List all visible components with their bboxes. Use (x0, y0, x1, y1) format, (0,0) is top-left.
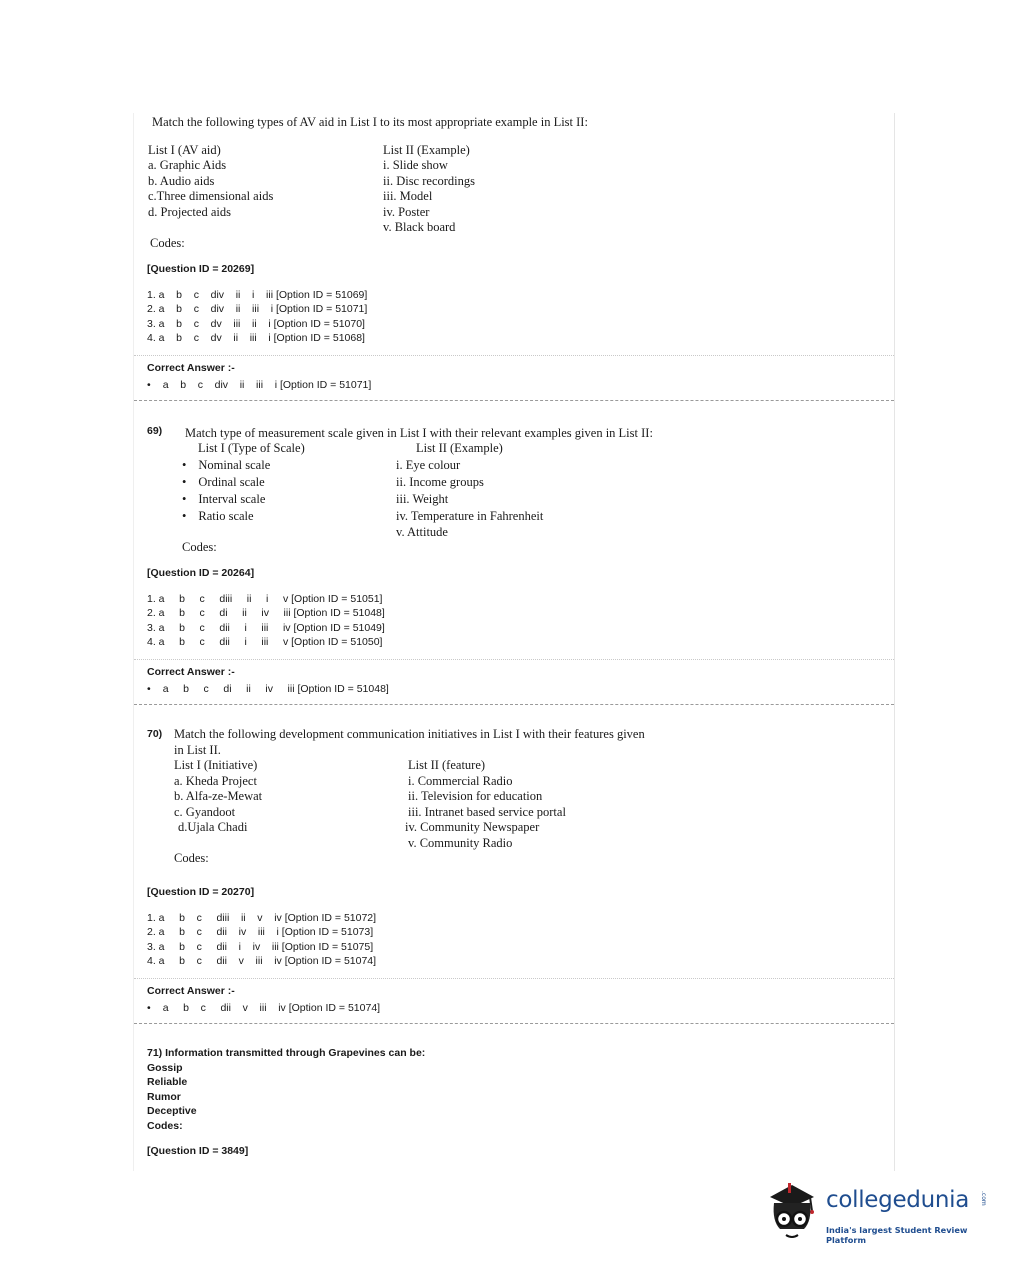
q68-list2-item: iii. Model (383, 189, 433, 203)
q71-question-id: [Question ID = 3849] (147, 1145, 249, 1157)
q70-correct-answer: • a b c dii v iii iv [Option ID = 51074] (147, 1002, 380, 1014)
brand-tagline: India's largest Student Review Platform (826, 1225, 968, 1245)
q70-correct-label: Correct Answer :- (147, 985, 235, 997)
q68-list1-header: List I (AV aid) (148, 143, 221, 157)
q70-list2-item: v. Community Radio (408, 836, 513, 850)
question-separator (134, 1023, 894, 1024)
q69-list1-item: • Interval scale (182, 492, 265, 507)
q71-codes: Codes: (147, 1120, 183, 1132)
q70-list1-item: a. Kheda Project (174, 774, 257, 788)
q69-correct-label: Correct Answer :- (147, 666, 235, 678)
q70-list1-item: c. Gyandoot (174, 805, 236, 819)
q70-stem: Match the following development communication initiatives in List I with their features given (174, 727, 645, 741)
question-separator (134, 704, 894, 705)
q68-option: 1. a b c div ii i iii [Option ID = 51069] (147, 289, 368, 301)
q69-option: 2. a b c di ii iv iii [Option ID = 51048] (147, 607, 385, 619)
q69-list2-item: iv. Temperature in Fahrenheit (396, 509, 544, 523)
q68-list2-item: v. Black board (383, 220, 456, 234)
q69-list1-item: • Ordinal scale (182, 475, 265, 490)
q70-list2-item: iii. Intranet based service portal (408, 805, 566, 819)
q68-list2-item: ii. Disc recordings (383, 174, 475, 188)
q71-item: Deceptive (147, 1105, 197, 1117)
q69-stem: Match type of measurement scale given in List I with their relevant examples given in List II: (185, 426, 653, 440)
q71-item: Gossip (147, 1062, 183, 1074)
q69-list2-header: List II (Example) (416, 441, 503, 455)
q69-question-id: [Question ID = 20264] (147, 567, 255, 579)
q68-list1-item: a. Graphic Aids (148, 158, 227, 172)
brand-name: collegedunia (826, 1187, 970, 1213)
q68-correct-answer: • a b c div ii iii i [Option ID = 51071] (147, 379, 371, 391)
q70-list1-header: List I (Initiative) (174, 758, 258, 772)
q68-option: 4. a b c dv ii iii i [Option ID = 51068] (147, 332, 365, 344)
q70-option: 3. a b c dii i iv iii [Option ID = 51075] (147, 941, 374, 953)
q69-codes: Codes: (182, 540, 217, 554)
collegedunia-logo[interactable] (766, 1177, 996, 1247)
q68-stem: Match the following types of AV aid in List I to its most appropriate example in List II: (152, 115, 588, 129)
q70-list2-item: ii. Television for education (408, 789, 543, 803)
divider (134, 978, 894, 979)
q69-option: 1. a b c diii ii i v [Option ID = 51051] (147, 593, 383, 605)
q70-list2-item: iv. Community Newspaper (405, 820, 540, 834)
q70-list2-header: List II (feature) (408, 758, 486, 772)
q70-option: 2. a b c dii iv iii i [Option ID = 51073] (147, 926, 374, 938)
q68-list1-item: d. Projected aids (148, 205, 231, 219)
q69-number: 69) (147, 425, 163, 437)
q71-item: Rumor (147, 1091, 181, 1103)
q68-list1-item: c.Three dimensional aids (148, 189, 274, 203)
q69-list2-item: i. Eye colour (396, 458, 461, 472)
q70-number: 70) (147, 728, 163, 740)
q69-list1-header: List I (Type of Scale) (198, 441, 305, 455)
brand-domain: .com (980, 1191, 987, 1206)
q70-list1-item: b. Alfa-ze-Mewat (174, 789, 263, 803)
q68-option: 2. a b c div ii iii i [Option ID = 51071] (147, 303, 368, 315)
q70-question-id: [Question ID = 20270] (147, 886, 255, 898)
q69-list2-item: v. Attitude (396, 525, 448, 539)
question-paper-page (133, 113, 895, 1171)
q70-option: 4. a b c dii v iii iv [Option ID = 51074] (147, 955, 377, 967)
q69-correct-answer: • a b c di ii iv iii [Option ID = 51048] (147, 683, 389, 695)
q68-correct-label: Correct Answer :- (147, 362, 235, 374)
q69-list1-item: • Ratio scale (182, 509, 254, 524)
divider (134, 355, 894, 356)
q70-list1-item: d.Ujala Chadi (178, 820, 248, 834)
q68-option: 3. a b c dv iii ii i [Option ID = 51070] (147, 318, 365, 330)
q68-codes: Codes: (150, 236, 185, 250)
q70-codes: Codes: (174, 851, 209, 865)
q69-option: 3. a b c dii i iii iv [Option ID = 51049] (147, 622, 385, 634)
q70-stem-cont: in List II. (174, 743, 221, 757)
q69-list2-item: iii. Weight (396, 492, 449, 506)
q68-list1-item: b. Audio aids (148, 174, 215, 188)
q70-list2-item: i. Commercial Radio (408, 774, 513, 788)
divider (134, 659, 894, 660)
q68-list2-header: List II (Example) (383, 143, 470, 157)
question-separator (134, 400, 894, 401)
q68-list2-item: iv. Poster (383, 205, 430, 219)
q68-question-id: [Question ID = 20269] (147, 263, 255, 275)
q68-list2-item: i. Slide show (383, 158, 448, 172)
q69-list2-item: ii. Income groups (396, 475, 484, 489)
q71-stem: 71) Information transmitted through Grapevines can be: (147, 1047, 426, 1059)
q71-item: Reliable (147, 1076, 188, 1088)
graduate-mascot-icon (766, 1177, 824, 1247)
q70-option: 1. a b c diii ii v iv [Option ID = 51072] (147, 912, 377, 924)
q69-list1-item: • Nominal scale (182, 458, 270, 473)
q69-option: 4. a b c dii i iii v [Option ID = 51050] (147, 636, 383, 648)
